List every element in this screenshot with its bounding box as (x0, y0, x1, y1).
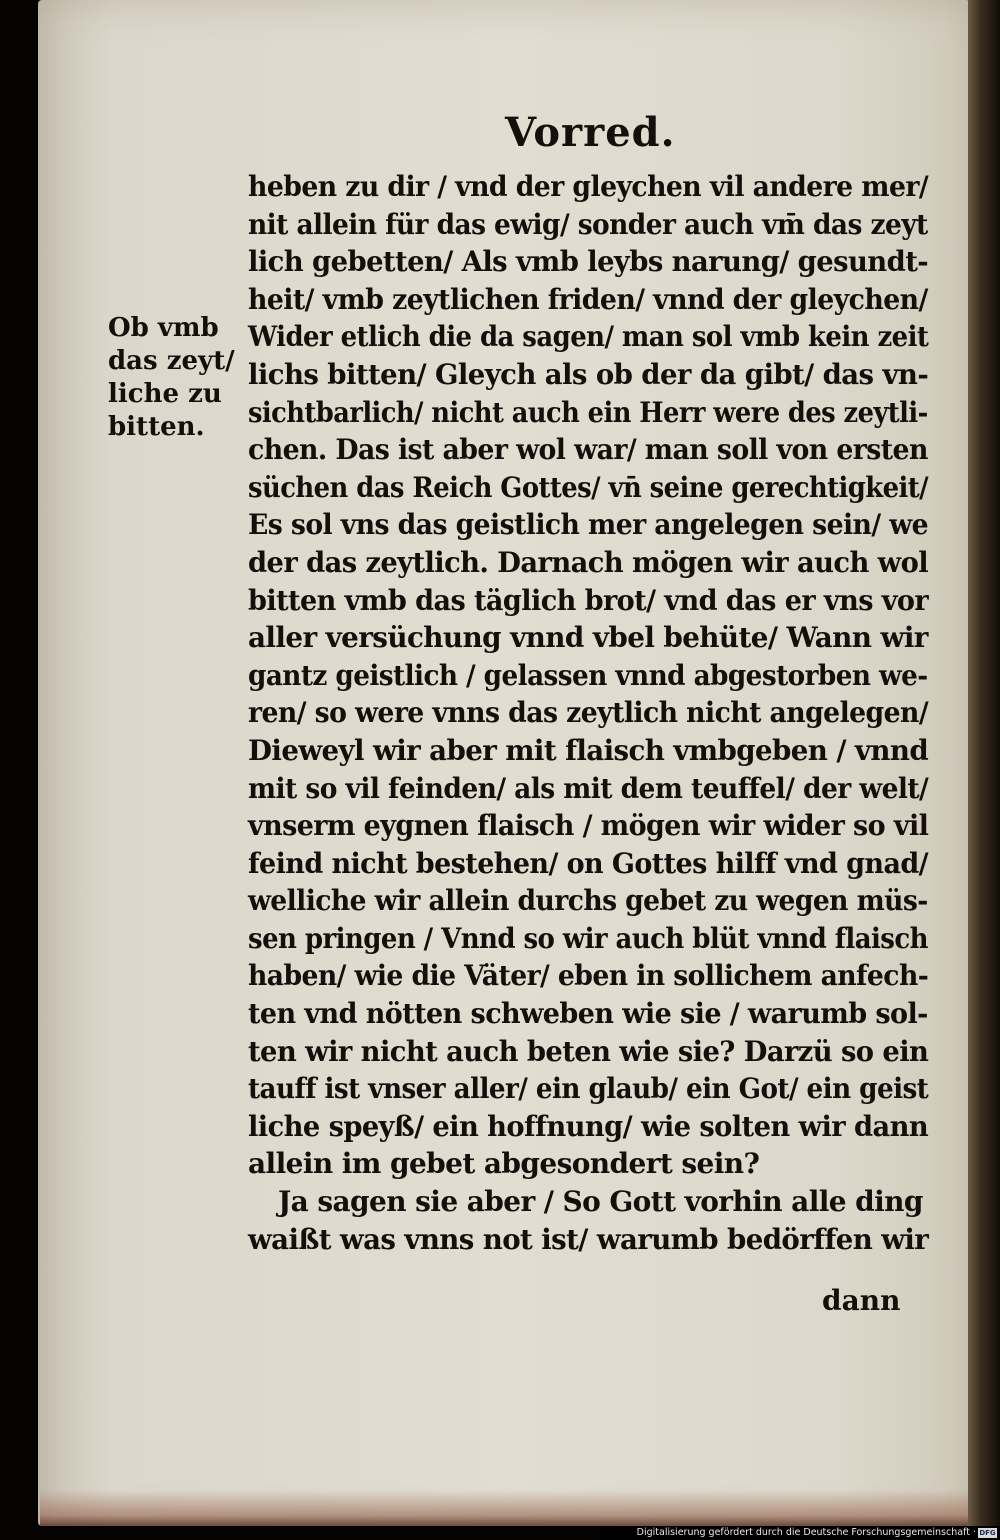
binding-edge (968, 0, 1000, 1526)
text-line: Wider etlich die da sagen/ man sol vmb kein zeit (248, 320, 929, 354)
text-line: nit allein für das ewig/ sonder auch vm̄ das zeyt (248, 207, 928, 241)
text-line: mit so vil feinden/ als mit dem teuffel/ der welt/ (248, 771, 929, 805)
marginal-note-line: bitten. (108, 412, 205, 442)
text-line: sen pringen / Vnnd so wir auch blüt vnnd flaisch (248, 921, 928, 955)
text-line: waißt was vnns not ist/ warumb bedörffen wir (248, 1222, 929, 1256)
marginal-note-line: das zeyt/ (108, 346, 235, 376)
text-line: ren/ so were vnns das zeytlich nicht angelegen/ (248, 696, 929, 730)
text-line: Dieweyl wir aber mit flaisch vmbgeben / vnnd (248, 733, 929, 767)
text-line: Ja sagen sie aber / So Gott vorhin alle ding (278, 1185, 923, 1219)
text-line: liche speyß/ ein hoffnung/ wie solten wir dann (248, 1109, 929, 1143)
text-line: bitten vmb das täglich brot/ vnd das er vns vor (248, 583, 929, 617)
text-line: Es sol vns das geistlich mer angelegen sein/ we (248, 508, 928, 542)
text-line: aller versüchung vnnd vbel behüte/ Wann wir (248, 621, 928, 655)
text-line: ten wir nicht auch beten wie sie? Darzü so ein (248, 1034, 929, 1068)
dfg-logo: DFG (979, 1529, 996, 1537)
marginal-note-line: Ob vmb (108, 313, 219, 343)
digitization-credit: Digitalisierung gefördert durch die Deutsche Forschungsgemeinschaft · (636, 1527, 976, 1538)
page-bottom-edge (40, 1490, 976, 1526)
text-line: heit/ vmb zeytlichen friden/ vnnd der gleychen/ (248, 282, 928, 316)
text-line: gantz geistlich / gelassen vnnd abgestorben we- (248, 658, 928, 692)
text-line: lichs bitten/ Gleych als ob der da gibt/ das vn- (248, 357, 929, 391)
text-line: vnserm eygnen flaisch / mögen wir wider so vil (248, 809, 929, 843)
text-line: süchen das Reich Gottes/ vn̄ seine gerechtigkeit/ (248, 470, 929, 504)
text-line: allein im gebet abgesondert sein? (248, 1147, 760, 1181)
text-line: ten vnd nötten schweben wie sie / warumb sol- (248, 997, 928, 1031)
text-line: welliche wir allein durchs gebet zu wegen müs- (248, 884, 928, 918)
text-line: chen. Das ist aber wol war/ man soll von ersten (248, 433, 928, 467)
text-line: tauff ist vnser aller/ ein glaub/ ein Got/ ein geist (248, 1072, 929, 1106)
marginal-note-line: liche zu (108, 379, 222, 409)
marginal-note (108, 312, 248, 444)
text-line: haben/ wie die Väter/ eben in sollichem anfech- (248, 959, 929, 993)
body-text (248, 168, 928, 1258)
running-header: Vorred. (505, 109, 676, 156)
text-line: lich gebetten/ Als vmb leybs narung/ gesundt- (248, 245, 929, 279)
text-line: heben zu dir / vnd der gleychen vil andere mer/ (248, 170, 929, 203)
text-line: feind nicht bestehen/ on Gottes hilff vnd gnad/ (248, 846, 928, 880)
catchword: dann (822, 1284, 901, 1317)
text-line: sichtbarlich/ nicht auch ein Herr were des zeytli- (248, 395, 928, 429)
text-line: der das zeytlich. Darnach mögen wir auch wol (248, 545, 929, 579)
